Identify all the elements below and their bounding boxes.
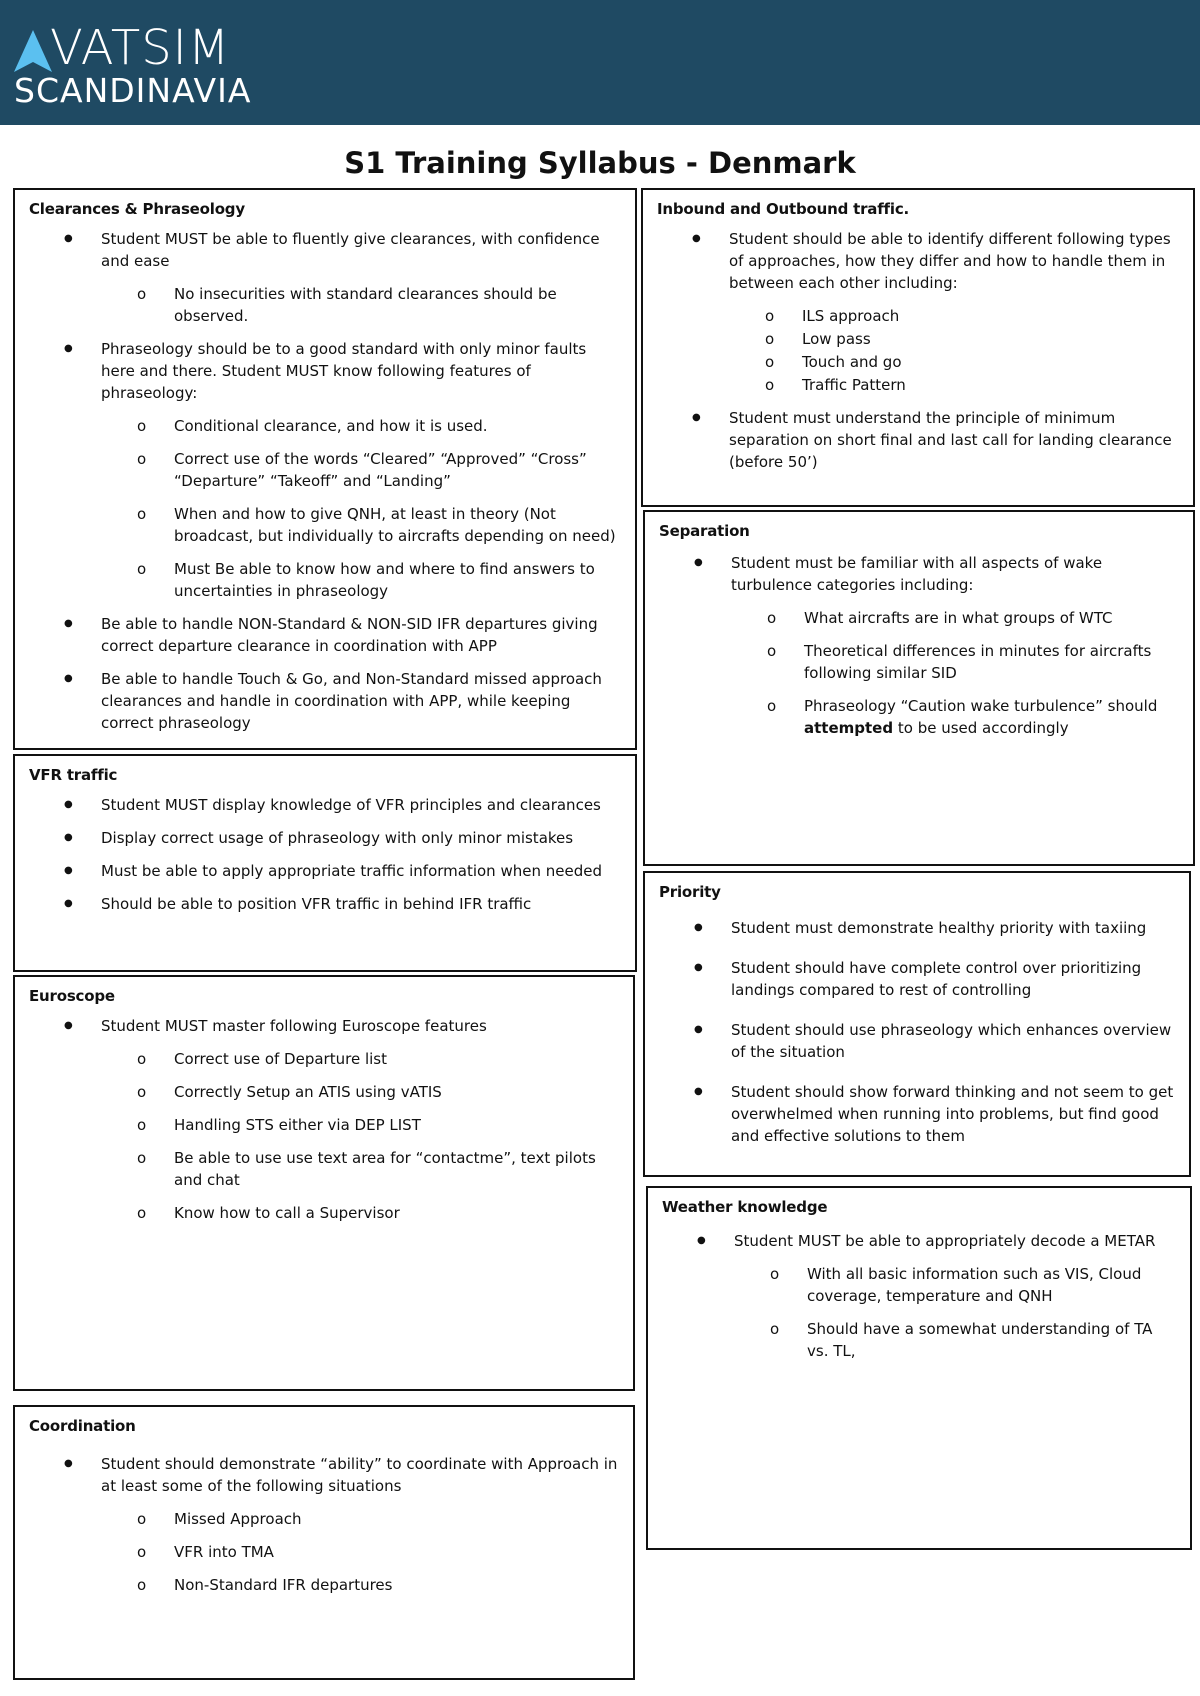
sub-list-item: o Must Be able to know how and where to find answers to uncertainties in phraseology [174, 558, 621, 602]
list-item: ● Student should be able to identify different following types of approaches, how they differ and how to handle them in between each other including: o ILS approach o Low pass o Touch and go o Traffic Pattern [729, 228, 1179, 396]
sub-list-item: o Should have a somewhat understanding of TA vs. TL, [807, 1318, 1176, 1362]
list-item: ● Student should show forward thinking and not seem to get overwhelmed when running into problems, but find good and effective solutions to them [731, 1081, 1175, 1147]
logo-name: VATSIM [50, 20, 231, 76]
sub-list-item: o Handling STS either via DEP LIST [174, 1114, 619, 1136]
sub-list-item: o Non-Standard IFR departures [174, 1574, 619, 1596]
section-clearances [13, 188, 637, 750]
sub-list-item: o Theoretical differences in minutes for aircrafts following similar SID [804, 640, 1179, 684]
sub-list-item: o Correctly Setup an ATIS using vATIS [174, 1081, 619, 1103]
section-title: VFR traffic [29, 766, 118, 784]
sub-list-item: o ILS approach [802, 305, 1179, 327]
sub-list-item: o Phraseology “Caution wake turbulence” should attempted to be used accordingly [804, 695, 1179, 739]
list-item: ● Student should use phraseology which enhances overview of the situation [731, 1019, 1175, 1063]
list-item: ● Student MUST display knowledge of VFR principles and clearances [101, 794, 621, 816]
page-title: S1 Training Syllabus - Denmark [344, 146, 856, 180]
section-separation [643, 510, 1195, 866]
list-item: ● Should be able to position VFR traffic in behind IFR traffic [101, 893, 621, 915]
section-title: Separation [659, 522, 750, 540]
logo[interactable] [14, 22, 284, 112]
list-item: ● Student must demonstrate healthy priority with taxiing [731, 917, 1175, 939]
list-item: ● Student MUST be able to fluently give clearances, with confidence and ease o No insecurities with standard clearances should be observed. [101, 228, 621, 327]
sub-list-item: o Correct use of Departure list [174, 1048, 619, 1070]
list-item: ● Student must be familiar with all aspects of wake turbulence categories including: o What aircrafts are in what groups of WTC o Theoretical differences in minutes for aircrafts following similar SID o Phraseology “Caution wake turbulence” should attempted to be used accordingly [731, 552, 1179, 739]
list-item: ● Student should have complete control over prioritizing landings compared to rest of controlling [731, 957, 1175, 1001]
list-item: ● Be able to handle NON-Standard & NON-SID IFR departures giving correct departure clearance in coordination with APP [101, 613, 621, 657]
section-title: Clearances & Phraseology [29, 200, 245, 218]
list-item: ● Be able to handle Touch & Go, and Non-Standard missed approach clearances and handle in coordination with APP, while keeping correct phraseology [101, 668, 621, 734]
vatsim-arrow-icon [14, 30, 52, 72]
list-item: ● Student MUST be able to appropriately decode a METAR o With all basic information such as VIS, Cloud coverage, temperature and QNH o Should have a somewhat understanding of TA vs. TL, [734, 1230, 1176, 1362]
list-item: ● Student must understand the principle of minimum separation on short final and last call for landing clearance (before 50’) [729, 407, 1179, 473]
section-weather [646, 1186, 1192, 1550]
sub-list-item: o Traffic Pattern [802, 374, 1179, 396]
list-item: ● Display correct usage of phraseology with only minor mistakes [101, 827, 621, 849]
section-title: Euroscope [29, 987, 115, 1005]
section-coordination [13, 1405, 635, 1680]
sub-list-item: o With all basic information such as VIS, Cloud coverage, temperature and QNH [807, 1263, 1176, 1307]
list-item: ● Phraseology should be to a good standard with only minor faults here and there. Student MUST know following features of phraseology: o Conditional clearance, and how it is used. o Correct use of the words “Cleared” “Approved” “Cross” “Departure” “Takeoff” and “Landing” o When and how to give QNH, at least in theory (Not broadcast, but individually to aircrafts depending on need) o Must Be able to know how and where to find answers to uncertainties in phraseology [101, 338, 621, 602]
sub-list-item: o Be able to use use text area for “contactme”, text pilots and chat [174, 1147, 619, 1191]
sub-list-item: o Low pass [802, 328, 1179, 350]
section-title: Priority [659, 883, 721, 901]
sub-list-item: o Know how to call a Supervisor [174, 1202, 619, 1224]
list-item: ● Student MUST master following Euroscope features o Correct use of Departure list o Correctly Setup an ATIS using vATIS o Handling STS either via DEP LIST o Be able to use use text area for “contactme”, text pilots and chat o Know how to call a Supervisor [101, 1015, 619, 1224]
sub-list-item: o Conditional clearance, and how it is used. [174, 415, 621, 437]
sub-list-item: o When and how to give QNH, at least in theory (Not broadcast, but individually to aircrafts depending on need) [174, 503, 621, 547]
section-vfr [13, 754, 637, 972]
list-item: ● Must be able to apply appropriate traffic information when needed [101, 860, 621, 882]
section-euroscope [13, 975, 635, 1391]
logo-subtitle: SCANDINAVIA [14, 71, 252, 110]
section-title: Inbound and Outbound traffic. [657, 200, 910, 218]
list-item: ● Student should demonstrate “ability” to coordinate with Approach in at least some of the following situations o Missed Approach o VFR into TMA o Non-Standard IFR departures [101, 1453, 619, 1596]
section-inbound-outbound [641, 188, 1195, 507]
header-banner [0, 0, 1200, 125]
sub-list-item: o Missed Approach [174, 1508, 619, 1530]
sub-list-item: o Touch and go [802, 351, 1179, 373]
section-title: Weather knowledge [662, 1198, 828, 1216]
sub-list-item: o Correct use of the words “Cleared” “Approved” “Cross” “Departure” “Takeoff” and “Landing” [174, 448, 621, 492]
section-priority [643, 871, 1191, 1177]
section-title: Coordination [29, 1417, 136, 1435]
sub-list-item: o No insecurities with standard clearances should be observed. [174, 283, 621, 327]
sub-list-item: o VFR into TMA [174, 1541, 619, 1563]
sub-list-item: o What aircrafts are in what groups of WTC [804, 607, 1179, 629]
